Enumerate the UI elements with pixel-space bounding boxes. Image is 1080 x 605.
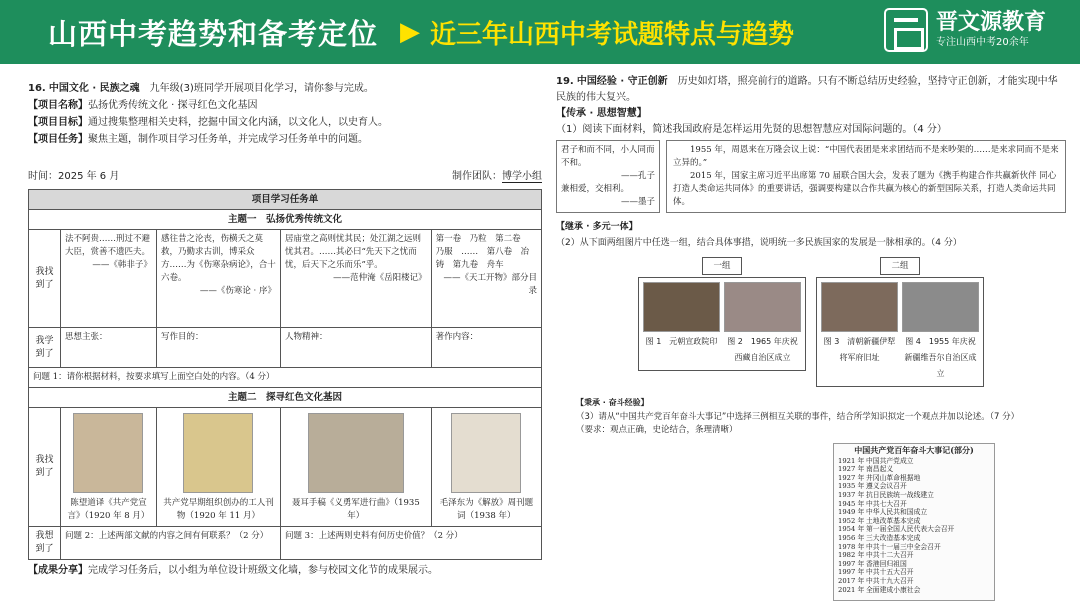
figure-item [821, 282, 898, 382]
manifesto-cover-image [73, 413, 143, 493]
xinjiang-celebration-image [902, 282, 979, 332]
timeline-year: 1935 年 [838, 482, 865, 491]
figure-caption: 图 1 元朝宣政院印 [645, 337, 718, 346]
quote-source: ——墨子 [620, 197, 655, 207]
q16-number: 16. [28, 83, 46, 94]
q19-intro: 历史如灯塔，照亮前行的道路。只有不断总结历史经验，坚持守正创新，才能实现中华民族的伟大复兴。 [556, 76, 1058, 103]
timeline-row [838, 465, 990, 474]
timeline-event: 井冈山革命根据地 [866, 473, 921, 482]
artifact-card [431, 408, 541, 527]
timeline-event: 全面建成小康社会 [866, 585, 921, 594]
anthem-manuscript-image [308, 413, 404, 493]
project-name-text: 弘扬优秀传统文化 · 探寻红色文化基因 [88, 100, 258, 111]
material-card [280, 230, 431, 328]
sheet-team [452, 168, 542, 185]
q16-heading [28, 80, 542, 97]
timeline-year: 1937 年 [838, 490, 865, 499]
timeline-event: 抗日民族统一战线建立 [866, 490, 934, 499]
timeline-event: 南昌起义 [866, 465, 894, 474]
timeline-year: 1997 年 [838, 559, 865, 568]
question-16 [28, 80, 542, 579]
timeline-event: 香港回归祖国 [866, 559, 907, 568]
section-tag-unity: 【继承 · 多元一体】 [556, 222, 638, 232]
timeline-card [833, 443, 995, 601]
sub-question-1: （1）阅读下面材料，简述我国政府是怎样运用先贤的思想智慧应对国际问题的。（4 分） [556, 124, 947, 135]
question-19 [556, 74, 1066, 437]
row-label-found: 我找到了 [29, 230, 61, 328]
theme-two-title: 主题二 探寻红色文化基因 [29, 388, 542, 408]
timeline-year: 2017 年 [838, 576, 865, 585]
material-box [666, 140, 1066, 213]
header-banner [0, 0, 1080, 64]
project-task [28, 131, 542, 148]
material-card [431, 230, 541, 328]
share-text: 完成学习任务后，以小组为单位设计班级文化墙，参与校园文化节的成果展示。 [88, 565, 438, 576]
timeline-row [838, 491, 990, 500]
timeline-year: 1921 年 [838, 456, 865, 465]
timeline-year: 1954 年 [838, 525, 865, 534]
row-label-think: 我想到了 [29, 527, 61, 560]
material-card [61, 230, 157, 328]
timeline-year: 1945 年 [838, 499, 865, 508]
quote-text: 兼相爱，交相利。 [561, 184, 630, 194]
timeline-event: 中共十九大召开 [866, 576, 914, 585]
timeline-row [838, 551, 990, 560]
group-images [638, 277, 806, 371]
timeline-event: 中共十五大召开 [866, 568, 914, 577]
sheet-title: 项目学习任务单 [29, 190, 542, 210]
artifact-caption: 毛泽东为《解放》周刊题词（1938 年） [439, 498, 534, 521]
group-images [816, 277, 984, 387]
material-source: ——《伤寒论 · 序》 [199, 286, 276, 296]
figure-caption: 图 3 清朝新疆伊犁将军府旧址 [823, 337, 896, 362]
material-text: 居庙堂之高则忧其民；处江湖之远则忧其君。……其必曰“先天下之忧而忧，后天下之乐而乐”乎。 [284, 234, 421, 270]
answer-blank: 著作内容： [431, 328, 541, 368]
q19-theme: 中国经验 · 守正创新 [576, 76, 668, 87]
artifact-caption: 聂耳手稿《义勇军进行曲》（1935 年） [291, 498, 420, 521]
material-text: 感往昔之沦丧，伤横夭之莫救，乃勤求古训，博采众方……为《伤寒杂病论》，合十六卷。 [160, 234, 276, 283]
project-name [28, 97, 542, 114]
timeline-row [838, 568, 990, 577]
sub-question-3: （3）请从“中国共产党百年奋斗大事记”中选择三例相互关联的事件，结合所学知识拟定一个观点并加以论述。（7 分）（要求：观点正确，史论结合，条理清晰） [576, 412, 1015, 435]
figure-caption: 图 4 1955 年庆祝新疆维吾尔自治区成立 [904, 337, 977, 378]
answer-blank: 写作目的： [156, 328, 280, 368]
timeline-list [838, 457, 990, 595]
material-card [156, 230, 280, 328]
play-arrow-icon: ▶ [400, 17, 421, 47]
timeline-event: 中国共产党成立 [866, 456, 914, 465]
timeline-row [838, 577, 990, 586]
row-label-learned: 我学到了 [29, 328, 61, 368]
timeline-year: 1927 年 [838, 465, 865, 474]
project-goal [28, 114, 542, 131]
timeline-year: 1956 年 [838, 533, 865, 542]
group-label: 一组 [702, 257, 741, 275]
project-name-tag: 【项目名称】 [28, 100, 88, 111]
q19-heading [556, 74, 1066, 106]
task-sheet-table [28, 189, 542, 560]
artifact-caption: 陈望道译《共产党宣言》（1920 年 8 月） [67, 498, 150, 521]
figure-item [643, 282, 720, 366]
result-share [28, 562, 542, 579]
q16-intro: 九年级(3)班同学开展项目化学习，请你参与完成。 [149, 83, 374, 94]
material-source: ——《天工开物》部分目录 [443, 273, 537, 296]
image-groups [556, 257, 1066, 387]
material-source: ——《韩非子》 [92, 260, 152, 270]
material-text: 第一卷 乃粒 第二卷 乃服 …… 第八卷 冶铸 第九卷 舟车 [435, 234, 530, 270]
workers-journal-image [183, 413, 253, 493]
timeline-year: 1982 年 [838, 551, 865, 560]
group-two [816, 257, 984, 387]
timeline-event: 三大改造基本完成 [866, 533, 921, 542]
project-task-tag: 【项目任务】 [28, 134, 88, 145]
artifact-caption: 共产党早期组织创办的工人刊物（1920 年 11 月） [163, 498, 274, 521]
timeline-event: 中华人民共和国成立 [866, 508, 928, 517]
timeline-year: 1927 年 [838, 473, 865, 482]
section-tag-heritage: 【传承 · 思想智慧】 [556, 108, 647, 119]
q16-theme: 中国文化 · 民族之魂 [48, 83, 140, 94]
row-label-found-2: 我找到了 [29, 408, 61, 527]
timeline-row [838, 500, 990, 509]
timeline-title: 中国共产党百年奋斗大事记(部分) [854, 445, 974, 455]
project-goal-tag: 【项目目标】 [28, 117, 88, 128]
banner-subtitle: 近三年山西中考试题特点与趋势 [430, 19, 795, 50]
timeline-event: 中共十二大召开 [866, 551, 914, 560]
timeline-row [838, 534, 990, 543]
brand-tagline: 专注山西中考20余年 [935, 37, 1029, 48]
artifact-card [280, 408, 431, 527]
figure-caption: 图 2 1965 年庆祝西藏自治区成立 [727, 337, 798, 362]
q19-number: 19. [556, 76, 574, 87]
material-paragraph: 2015 年，国家主席习近平出席第 70 届联合国大会，发表了题为《携手构建合作共赢新伙伴 同心打造人类命运共同体》的重要讲话，强调要构建以合作共赢为核心的新型国际关系，打造人类命运共同体。 [673, 171, 1057, 207]
material-text: 法不阿贵……刑过不避大臣，赏善不遗匹夫。 [65, 234, 151, 257]
banner-title: 山西中考趋势和备考定位 [48, 16, 379, 51]
timeline-event: 中共七大召开 [866, 499, 907, 508]
timeline-year: 1997 年 [838, 568, 865, 577]
brand-name: 晋文源教育 [935, 10, 1046, 35]
brand-block [884, 8, 1046, 52]
theme-one-title: 主题一 弘扬优秀传统文化 [29, 210, 542, 230]
group-one [638, 257, 806, 387]
brand-logo-icon [884, 8, 928, 52]
calligraphy-image [451, 413, 521, 493]
timeline-event: 第一届全国人民代表大会召开 [866, 525, 955, 534]
timeline-event: 土地改革基本完成 [866, 516, 921, 525]
answer-blank: 人物精神： [280, 328, 431, 368]
problem-3: 问题 3：上述两则史料有何历史价值？（2 分） [280, 527, 541, 560]
sheet-time: 时间：2025 年 6 月 [28, 171, 120, 182]
problem-2: 问题 2：上述两部文献的内容之间有何联系？（2 分） [61, 527, 281, 560]
timeline-row [838, 508, 990, 517]
timeline-row [838, 543, 990, 552]
sheet-meta [28, 168, 542, 185]
timeline-row [838, 482, 990, 491]
answer-blank: 思想主张： [61, 328, 157, 368]
artifact-card [156, 408, 280, 527]
timeline-year: 2021 年 [838, 585, 865, 594]
group-label: 二组 [880, 257, 919, 275]
project-task-text: 聚焦主题，制作项目学习任务单，并完成学习任务单中的问题。 [88, 134, 368, 145]
quotes-box [556, 140, 660, 213]
section-tag-struggle: 【秉承 · 奋斗经验】 [576, 398, 649, 407]
sub-question-2: （2）从下面两组图片中任选一组，结合具体事措，说明统一多民族国家的发展是一脉相承的。（4 分） [556, 238, 962, 248]
timeline-event: 中共十一届三中全会召开 [866, 542, 941, 551]
timeline-row [838, 525, 990, 534]
timeline-year: 1949 年 [838, 508, 865, 517]
material-paragraph: 1955 年，周恩来在万隆会议上说：“中国代表团是来求团结而不是来吵架的……是来求同而不是来立异的。” [673, 145, 1059, 168]
seal-image [643, 282, 720, 332]
team-name: 博学小组 [502, 171, 542, 182]
problem-1: 问题 1：请你根据材料，按要求填写上面空白处的内容。（4 分） [29, 368, 542, 388]
yili-office-image [821, 282, 898, 332]
material-source: ——范仲淹《岳阳楼记》 [333, 273, 427, 283]
timeline-row [838, 457, 990, 466]
timeline-year: 1952 年 [838, 516, 865, 525]
project-goal-text: 通过搜集整理相关史料，挖掘中国文化内涵，以文化人，以史育人。 [88, 117, 388, 128]
artifact-card [61, 408, 157, 527]
timeline-event: 遵义会议召开 [866, 482, 907, 491]
quote-source: ——孔子 [620, 171, 655, 181]
share-tag: 【成果分享】 [28, 565, 88, 576]
quote-text: 君子和而不同，小人同而不和。 [561, 145, 655, 168]
figure-item [724, 282, 801, 366]
timeline-row [838, 586, 990, 595]
figure-item [902, 282, 979, 382]
team-label: 制作团队： [452, 171, 502, 182]
tibet-celebration-image [724, 282, 801, 332]
timeline-year: 1978 年 [838, 542, 865, 551]
